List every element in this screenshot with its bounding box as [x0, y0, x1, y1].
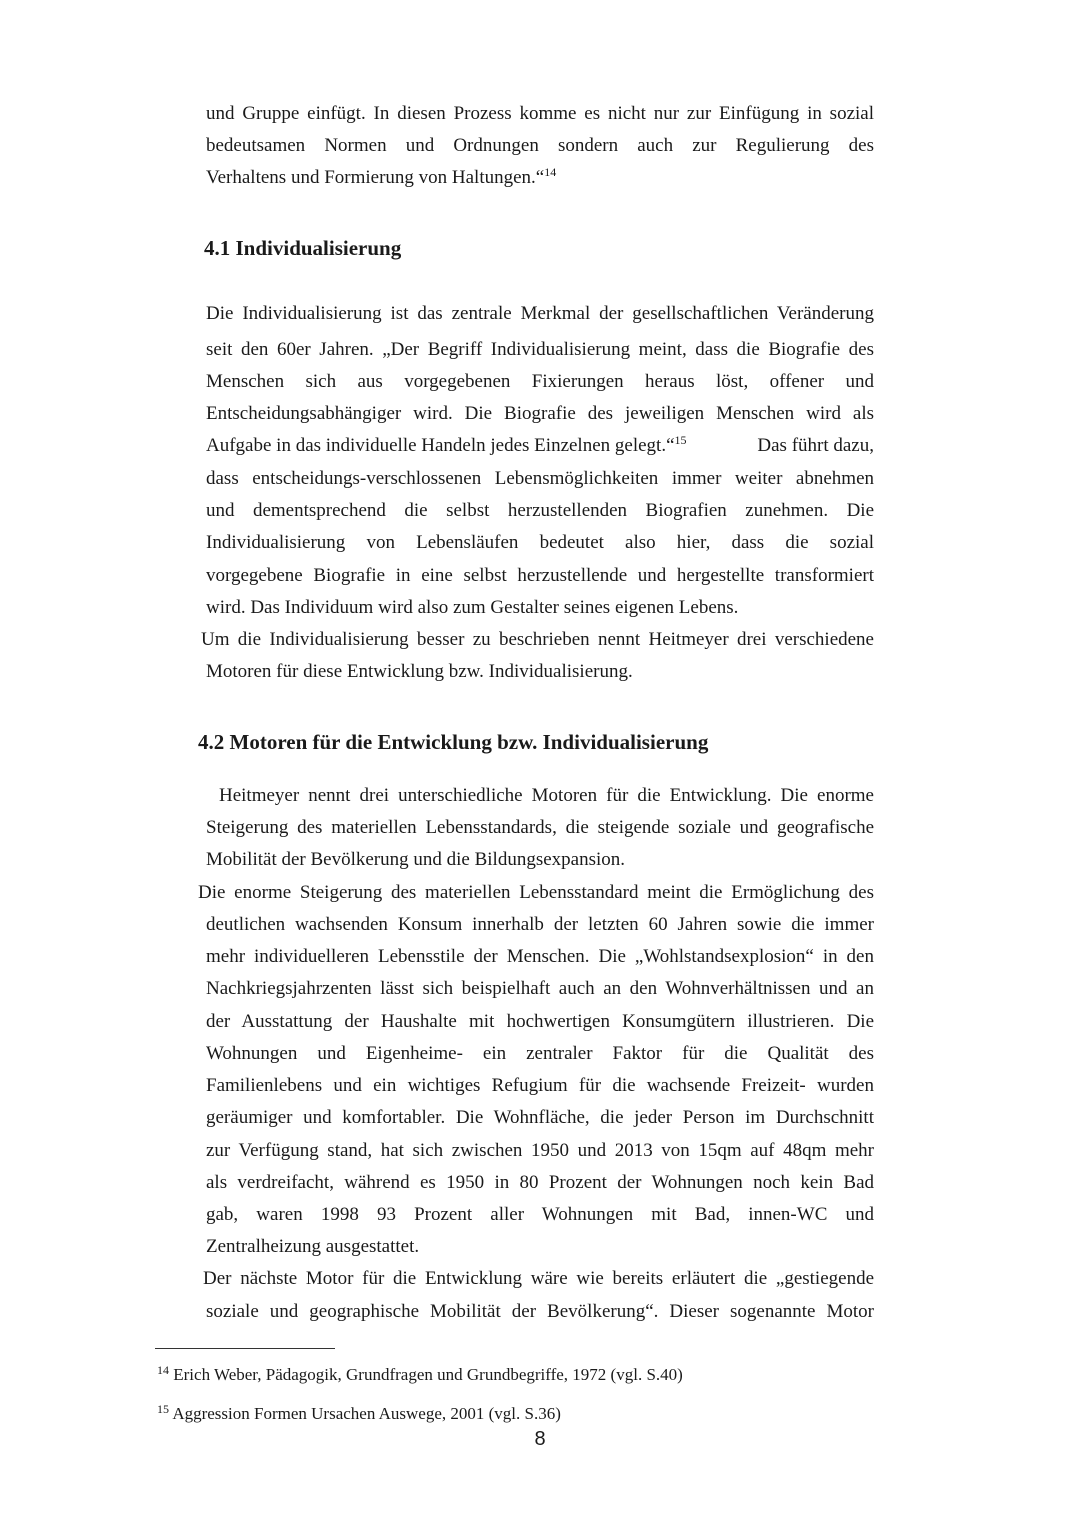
body-text: Das führt dazu, [757, 435, 874, 456]
body-line: Entscheidungsabhängiger wird. Die Biografie des jeweiligen Menschen wird als [206, 403, 874, 424]
body-line: als verdreifacht, während es 1950 in 80 Prozent der Wohnungen noch kein Bad [206, 1172, 874, 1193]
body-line: Heitmeyer nennt drei unterschiedliche Motoren für die Entwicklung. Die enorme [219, 785, 874, 806]
body-text: Verhaltens und Formierung von Haltungen.“ [206, 167, 545, 188]
body-line: Um die Individualisierung besser zu beschrieben nennt Heitmeyer drei verschiedene [201, 629, 874, 650]
body-line: vorgegebene Biografie in eine selbst herzustellende und hergestellte transformiert [206, 565, 874, 586]
body-line: Wohnungen und Eigenheime- ein zentraler Faktor für die Qualität des [206, 1043, 874, 1064]
body-line: Familienlebens und ein wichtiges Refugium für die wachsende Freizeit- wurden [206, 1075, 874, 1096]
body-line: Steigerung des materiellen Lebensstandards, die steigende soziale und geografische [206, 817, 874, 838]
body-line: zur Verfügung stand, hat sich zwischen 1950 und 2013 von 15qm auf 48qm mehr [206, 1140, 874, 1161]
body-line [206, 433, 874, 459]
body-line: und Gruppe einfügt. In diesen Prozess komme es nicht nur zur Einfügung in sozial [206, 103, 874, 124]
body-line: Individualisierung von Lebensläufen bedeutet also hier, dass die sozial [206, 532, 874, 553]
footnote-text: Erich Weber, Pädagogik, Grundfragen und Grundbegriffe, 1972 (vgl. S.40) [173, 1365, 683, 1384]
body-line: und dementsprechend die selbst herzustellenden Biografien zunehmen. Die [206, 500, 874, 521]
body-line: bedeutsamen Normen und Ordnungen sondern auch zur Regulierung des [206, 135, 874, 156]
page-number: 8 [534, 1428, 546, 1450]
body-line: gab, waren 1998 93 Prozent aller Wohnungen mit Bad, innen-WC und [206, 1204, 874, 1225]
footnote-divider [155, 1348, 335, 1349]
body-line: geräumiger und komfortabler. Die Wohnfläche, die jeder Person im Durchschnitt [206, 1107, 874, 1128]
body-text: Aufgabe in das individuelle Handeln jedes Einzelnen gelegt.“$^{15}$ [206, 433, 687, 456]
body-line: Die enorme Steigerung des materiellen Lebensstandard meint die Ermöglichung des [198, 882, 874, 903]
footnote-number: 15 [157, 1402, 169, 1416]
body-line: Menschen sich aus vorgegebenen Fixierungen heraus löst, offener und [206, 371, 874, 392]
body-line: wird. Das Individuum wird also zum Gestalter seines eigenen Lebens. [206, 597, 739, 618]
footnote-number: 14 [157, 1363, 169, 1377]
body-line: seit den 60er Jahren. „Der Begriff Individualisierung meint, dass die Biografie des [206, 339, 874, 360]
body-line: deutlichen wachsenden Konsum innerhalb der letzten 60 Jahren sowie die immer [206, 914, 874, 935]
body-line: soziale und geographische Mobilität der Bevölkerung“. Dieser sogenannte Motor [206, 1301, 874, 1322]
footnote-ref[interactable]: 15 [674, 433, 687, 447]
body-line: Motoren für diese Entwicklung bzw. Individualisierung. [206, 661, 633, 682]
body-line: der Ausstattung der Haushalte mit hochwertigen Konsumgütern illustrieren. Die [206, 1011, 874, 1032]
body-line: Die Individualisierung ist das zentrale Merkmal der gesellschaftlichen Veränderung [206, 303, 874, 324]
section-heading: 4.2 Motoren für die Entwicklung bzw. Individualisierung [198, 730, 709, 754]
footnote [157, 1364, 683, 1386]
section-heading: 4.1 Individualisierung [204, 236, 402, 260]
body-line: Der nächste Motor für die Entwicklung wäre wie bereits erläutert die „gestiegende [203, 1268, 874, 1289]
footnote-text: Aggression Formen Ursachen Auswege, 2001 (vgl. S.36) [172, 1404, 561, 1423]
body-line: dass entscheidungs-verschlossenen Lebensmöglichkeiten immer weiter abnehmen [206, 468, 874, 489]
body-line: Mobilität der Bevölkerung und die Bildungsexpansion. [206, 849, 626, 870]
body-line: Zentralheizung ausgestattet. [206, 1236, 420, 1257]
body-line [206, 165, 874, 191]
footnote [157, 1403, 561, 1425]
body-line: mehr individuelleren Lebensstile der Menschen. Die „Wohlstandsexplosion“ in den [206, 946, 874, 967]
footnote-ref[interactable]: 14 [544, 165, 557, 179]
body-line: Nachkriegsjahrzenten lässt sich beispielhaft auch an den Wohnverhältnissen und an [206, 978, 874, 999]
